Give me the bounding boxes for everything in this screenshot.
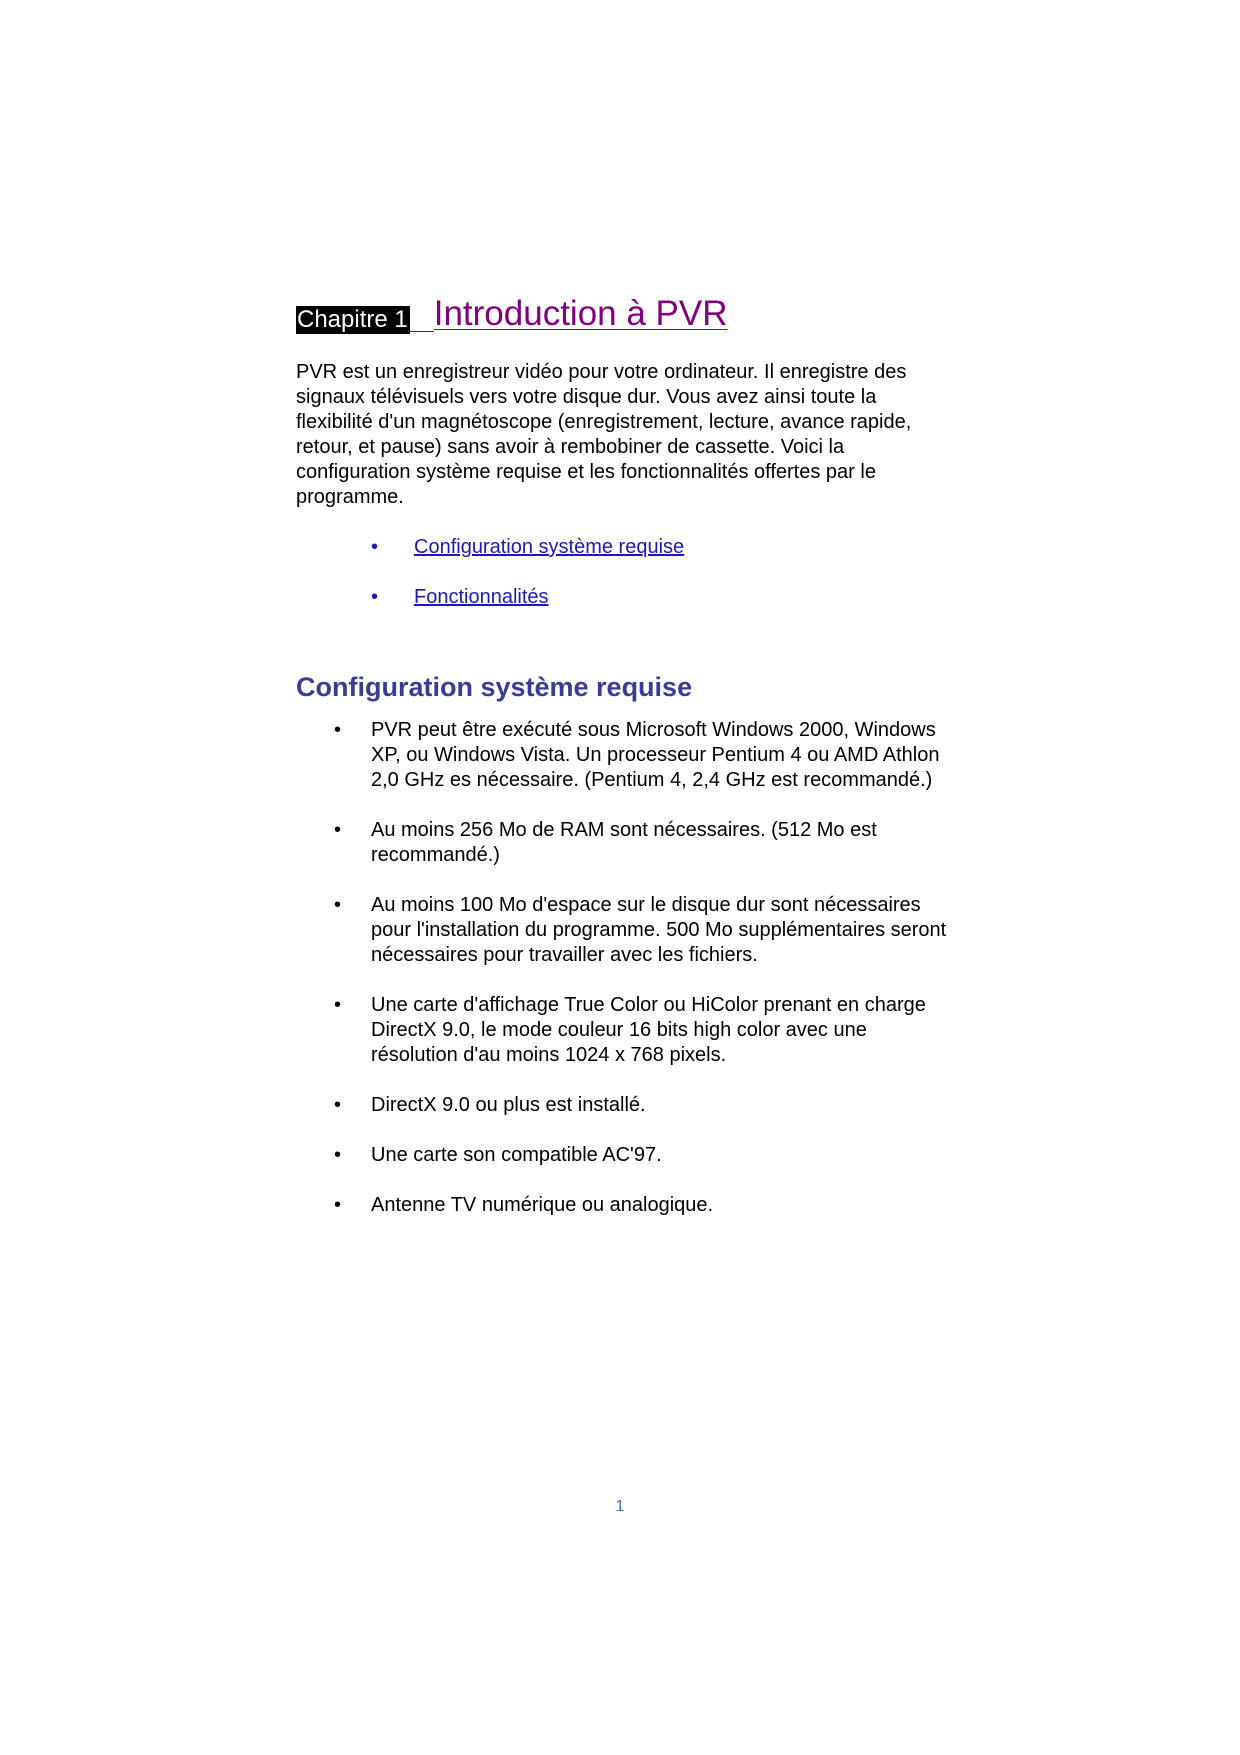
- chapter-title: Introduction à PVR: [408, 294, 728, 334]
- page-number: 1: [615, 1498, 625, 1515]
- list-item: [296, 1143, 956, 1168]
- bullet-icon: •: [334, 1144, 342, 1166]
- requirement-text: Antenne TV numérique ou analogique.: [371, 1194, 714, 1216]
- bullet-icon: •: [334, 994, 342, 1016]
- link-configuration[interactable]: Configuration système requise: [414, 536, 685, 558]
- bullet-icon: •: [334, 819, 342, 841]
- list-item: [296, 818, 956, 868]
- bullet-icon: •: [371, 586, 379, 608]
- bullet-icon: •: [334, 894, 342, 916]
- requirement-text: Une carte son compatible AC'97.: [371, 1144, 662, 1166]
- bullet-icon: •: [334, 1094, 342, 1116]
- requirement-text: Au moins 100 Mo d'espace sur le disque dur sont nécessaires pour l'installation du programme. 500 Mo supplémentaires seront nécessaires pour travailler avec les fichiers.: [371, 894, 947, 966]
- list-item: [296, 1093, 956, 1118]
- list-item: [296, 893, 956, 968]
- requirement-text: Une carte d'affichage True Color ou HiColor prenant en charge DirectX 9.0, le mode couleur 16 bits high color avec une résolution d'au moins 1024 x 768 pixels.: [371, 994, 926, 1066]
- bullet-icon: •: [334, 719, 342, 741]
- intro-paragraph: PVR est un enregistreur vidéo pour votre ordinateur. Il enregistre des signaux télévisuels vers votre disque dur. Vous avez ainsi toute la flexibilité d'un magnétoscope (enregistrement, lecture, avance rapide, retour, et pause) sans avoir à rembobiner de cassette. Voici la configuration système requise et les fonctionnalités offertes par le programme.: [296, 361, 912, 508]
- section-title-configuration: Configuration système requise: [296, 672, 693, 702]
- link-fonctionnalites[interactable]: Fonctionnalités: [414, 586, 549, 608]
- requirement-text: DirectX 9.0 ou plus est installé.: [371, 1094, 646, 1116]
- bullet-icon: •: [371, 536, 379, 558]
- list-item: [296, 1193, 956, 1218]
- list-item: [296, 993, 956, 1068]
- chapter-label: Chapitre 1: [297, 306, 408, 333]
- requirement-text: PVR peut être exécuté sous Microsoft Windows 2000, Windows XP, ou Windows Vista. Un processeur Pentium 4 ou AMD Athlon 2,0 GHz es nécessaire. (Pentium 4, 2,4 GHz est recommandé.): [371, 719, 940, 791]
- requirements-list: [296, 718, 956, 1243]
- requirement-text: Au moins 256 Mo de RAM sont nécessaires. (512 Mo est recommandé.): [371, 819, 877, 866]
- list-item: [296, 718, 956, 793]
- chapter-heading: [296, 294, 730, 334]
- bullet-icon: •: [334, 1194, 342, 1216]
